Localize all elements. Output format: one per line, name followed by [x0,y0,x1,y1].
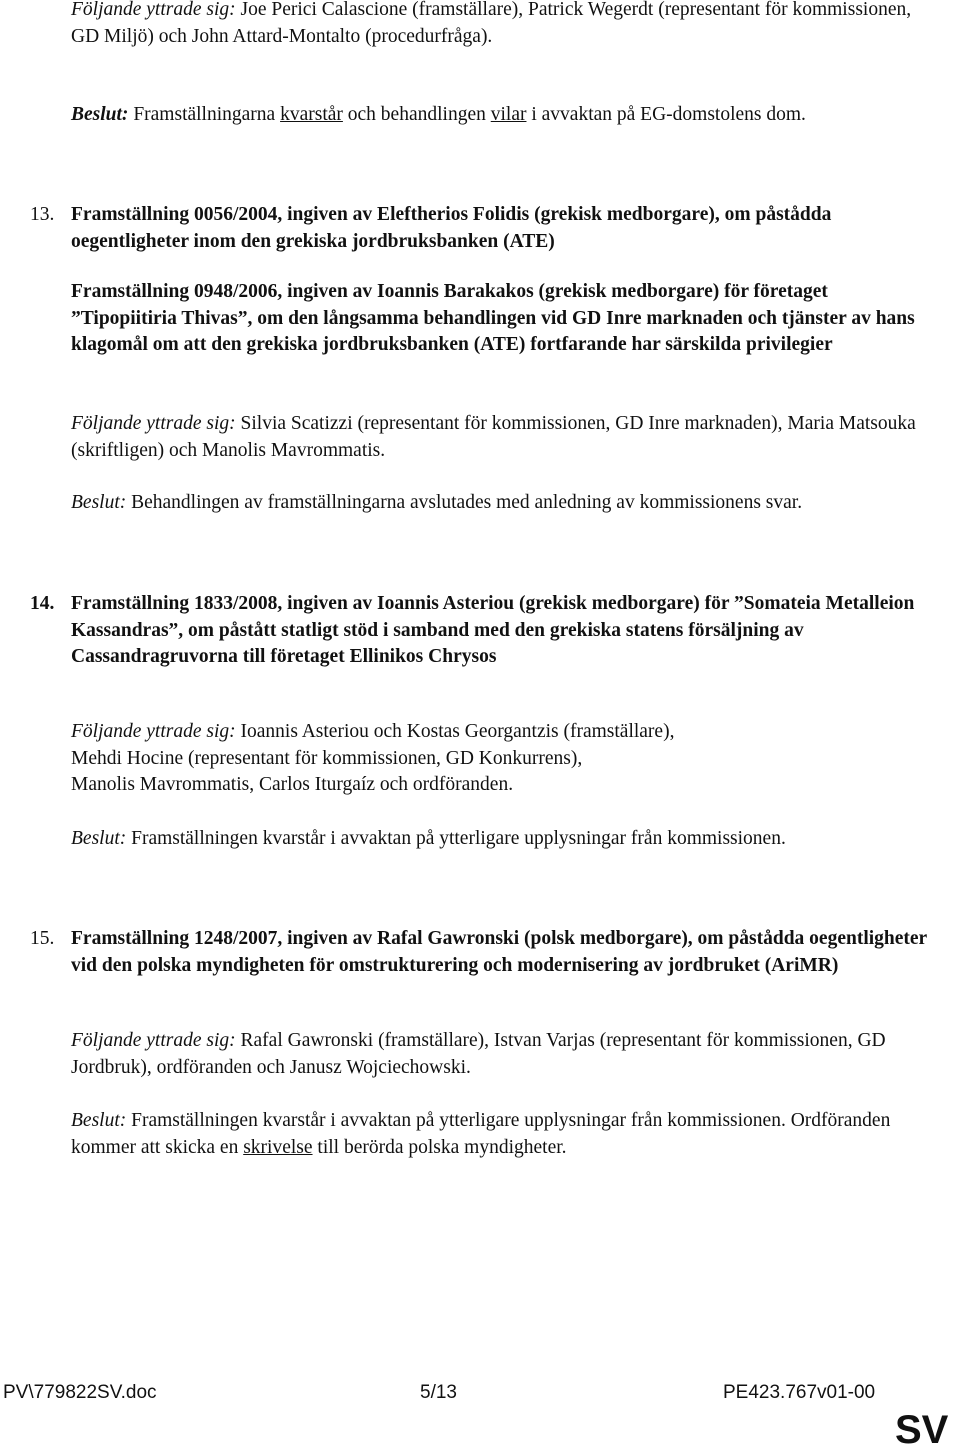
petition-title: Framställning 0056/2004, ingiven av Eleftherios Folidis (grekisk medborgare), om påstådda oegentligheter inom den grekiska jordbruksbanken (ATE) [71,204,832,252]
petition-title: Framställning 1248/2007, ingiven av Rafal Gawronski (polsk medborgare), om påstådda oegentligheter vid den polska myndigheten för omstrukturering och modernisering av jordbruket (AriMR) [71,928,927,976]
decision-lead: Beslut: [71,492,127,513]
intro-speakers [71,0,931,50]
petition-title: Framställning 0948/2006, ingiven av Ioannis Barakakos (grekisk medborgare) för företaget ”Tipopiitiria Thivas”, om den långsamma behandlingen vid GD Inre marknaden och tjänster av hans klagomål om att den grekiska jordbruksbanken (ATE) fortfarande har särskilda privilegier [71,281,915,356]
decision-text: och behandlingen [342,104,491,125]
item-speakers [71,411,931,464]
speakers-text: Silvia Scatizzi (representant för kommissionen, GD Inre marknaden), Maria Matsouka (skriftligen) och Manolis Mavrommatis. [71,413,916,461]
decision-text: Framställningarna [128,104,281,125]
speakers-text: Manolis Mavrommatis, Carlos Iturgaíz och ordföranden. [71,774,514,796]
speakers-text: Rafal Gawronski (framställare), Istvan Varjas (representant för kommissionen, GD Jordbruk), ordföranden och Janusz Wojciechowski. [71,1030,886,1078]
item-number: 13. [30,204,55,225]
decision-text: i avvaktan på EG-domstolens dom. [526,104,806,125]
language-code: SV [895,1408,949,1452]
decision-text: Behandlingen av framställningarna avslutades med anledning av kommissionens svar. [126,492,803,513]
item-number: 15. [30,928,55,949]
speakers-lead: Följande yttrade sig: [71,413,236,434]
underlined-word: skrivelse [243,1136,313,1158]
speakers-lead: Följande yttrade sig: [71,0,236,20]
item-decision [71,1108,931,1161]
underlined-word: kvarstår [280,104,343,125]
petition-title: Framställning 1833/2008, ingiven av Ioannis Asteriou (grekisk medborgare) för ”Somateia Metalleion Kassandras”, om påstått statligt stöd i samband med den grekiska statens försäljning av Cassandragruvorna till företaget Ellinikos Chrysos [71,593,915,668]
footer-page-number: 5/13 [420,1382,457,1403]
underlined-word: vilar [490,104,527,125]
item-decision [71,826,931,853]
item-speakers [71,1028,931,1081]
item-speakers [71,719,931,799]
decision-text: till berörda polska myndigheter. [312,1136,567,1158]
decision-text: Framställningen kvarstår i avvaktan på ytterligare upplysningar från kommissionen. [126,828,786,849]
footer-doc-ref: PV\779822SV.doc [3,1382,157,1403]
decision-lead: Beslut: [71,104,129,125]
item-number: 14. [30,593,55,614]
speakers-text: Joe Perici Calascione (framställare), Patrick Wegerdt (representant för kommissionen, GD Miljö) och John Attard-Montalto (procedurfråga). [71,0,912,47]
speakers-text: Mehdi Hocine (representant för kommissionen, GD Konkurrens), [71,747,583,769]
footer-version: PE423.767v01-00 [723,1382,876,1403]
intro-decision [71,102,931,129]
speakers-lead: Följande yttrade sig: [71,721,236,742]
item-decision [71,490,931,517]
decision-lead: Beslut: [71,828,127,849]
speakers-text: Ioannis Asteriou och Kostas Georgantzis (framställare), [235,721,675,742]
decision-text: Framställningen kvarstår i avvaktan på ytterligare upplysningar från kommissionen. Ordföranden kommer att skicka en [71,1110,891,1158]
speakers-lead: Följande yttrade sig: [71,1030,236,1051]
decision-lead: Beslut: [71,1110,127,1131]
